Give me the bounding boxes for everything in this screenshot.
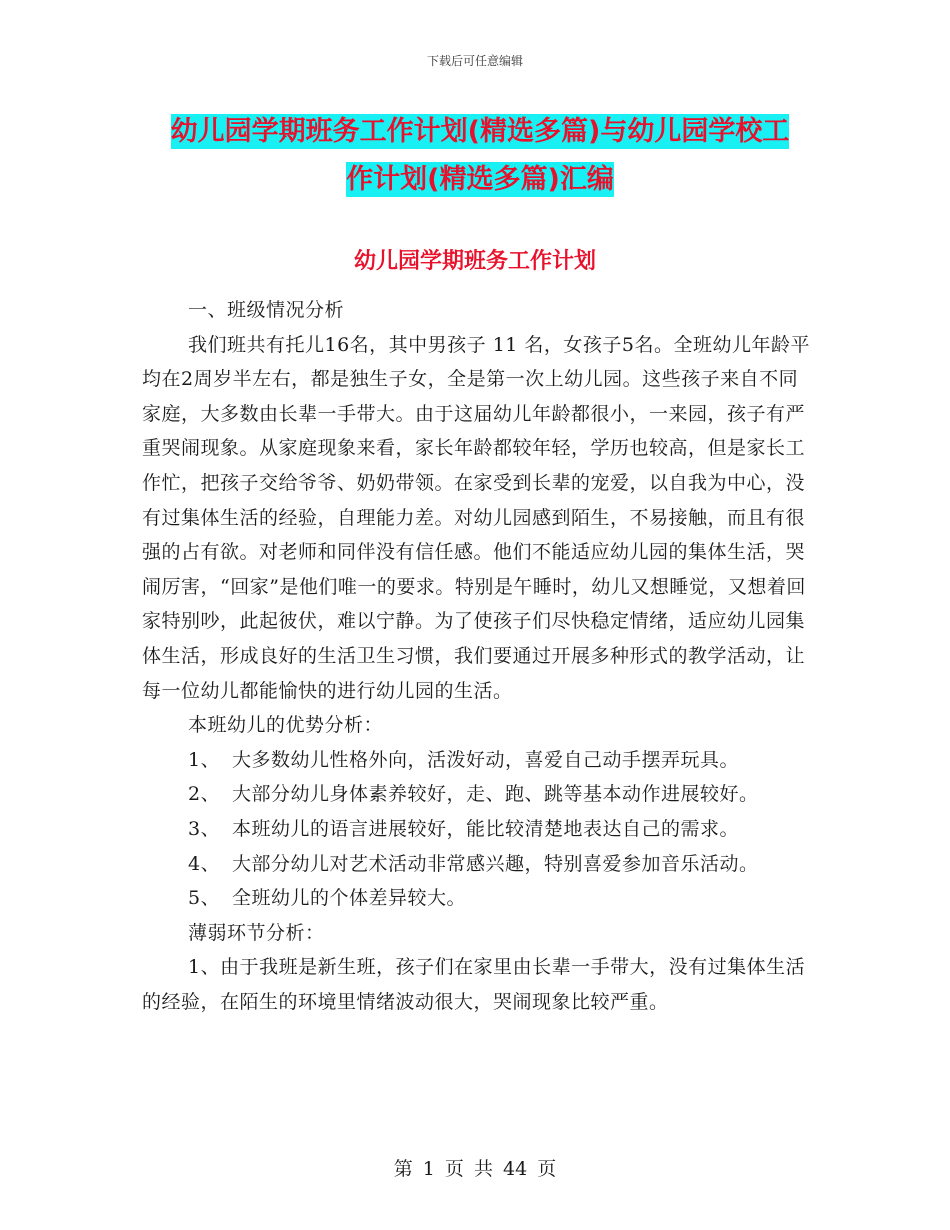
list-number: 5、: [188, 887, 221, 910]
paragraph: 我们班共有托儿16名，其中男孩子 11 名，女孩子5名。全班幼儿年龄平均在2周岁半左右，都是独生子女，全是第一次上幼儿园。这些孩子来自不同家庭，大多数由长辈一手带大。由于这届幼儿年龄都很小，一来园，孩子有严重哭闹现象。从家庭现象来看，家长年龄都较年轻，学历也较高，但是家长工作忙，把孩子交给爷爷、奶奶带领。在家受到长辈的宠爱，以自我为中心，没有过集体生活的经验，自理能力差。对幼儿园感到陌生，不易接触，而且有很强的占有欲。对老师和同伴没有信任感。他们不能适应幼儿园的集体生活，哭闹厉害，“回家”是他们唯一的要求。特别是午睡时，幼儿又想睡觉，又想着回家特别吵，此起彼伏，难以宁静。为了使孩子们尽快稳定情绪，适应幼儿园集体生活，形成良好的生活卫生习惯，我们要通过开展多种形式的教学活动，让每一位幼儿都能愉快的进行幼儿园的生活。: [142, 333, 811, 702]
document-title: [130, 108, 830, 204]
paragraph: 1、由于我班是新生班，孩子们在家里由长辈一手带大，没有过集体生活的经验，在陌生的环境里情绪波动很大，哭闹现象比较严重。: [142, 956, 806, 1013]
list-number: 2、: [188, 783, 221, 806]
list-item: [142, 777, 812, 812]
list-item: [142, 812, 812, 847]
list-number: 1、: [188, 748, 221, 771]
title-line-1: 幼儿园学期班务工作计划(精选多篇)与幼儿园学校工: [170, 116, 790, 147]
list-item: [142, 847, 812, 882]
title-line-2: 作计划(精选多篇)汇编: [346, 164, 614, 195]
weakness-heading: 薄弱环节分析：: [188, 921, 325, 944]
section-heading: 一、班级情况分析: [188, 299, 345, 321]
section-title: 幼儿园学期班务工作计划: [353, 249, 596, 274]
page-number: 第 1 页 共 44 页: [393, 1158, 557, 1180]
list-text: 大部分幼儿身体素养较好，走、跑、跳等基本动作进展较好。: [232, 783, 759, 806]
strengths-heading: 本班幼儿的优势分析：: [188, 714, 384, 737]
list-text: 本班幼儿的语言进展较好，能比较清楚地表达自己的需求。: [232, 817, 740, 840]
document-body: [142, 293, 812, 1019]
header-note: 下载后可任意编辑: [426, 54, 523, 68]
list-text: 大多数幼儿性格外向，活泼好动，喜爱自己动手摆弄玩具。: [232, 748, 740, 771]
list-text: 大部分幼儿对艺术活动非常感兴趣，特别喜爱参加音乐活动。: [232, 852, 759, 875]
list-number: 3、: [188, 817, 221, 840]
list-text: 全班幼儿的个体差异较大。: [232, 887, 467, 910]
list-number: 4、: [188, 852, 221, 875]
list-item: [142, 881, 812, 916]
list-item: [142, 743, 812, 778]
